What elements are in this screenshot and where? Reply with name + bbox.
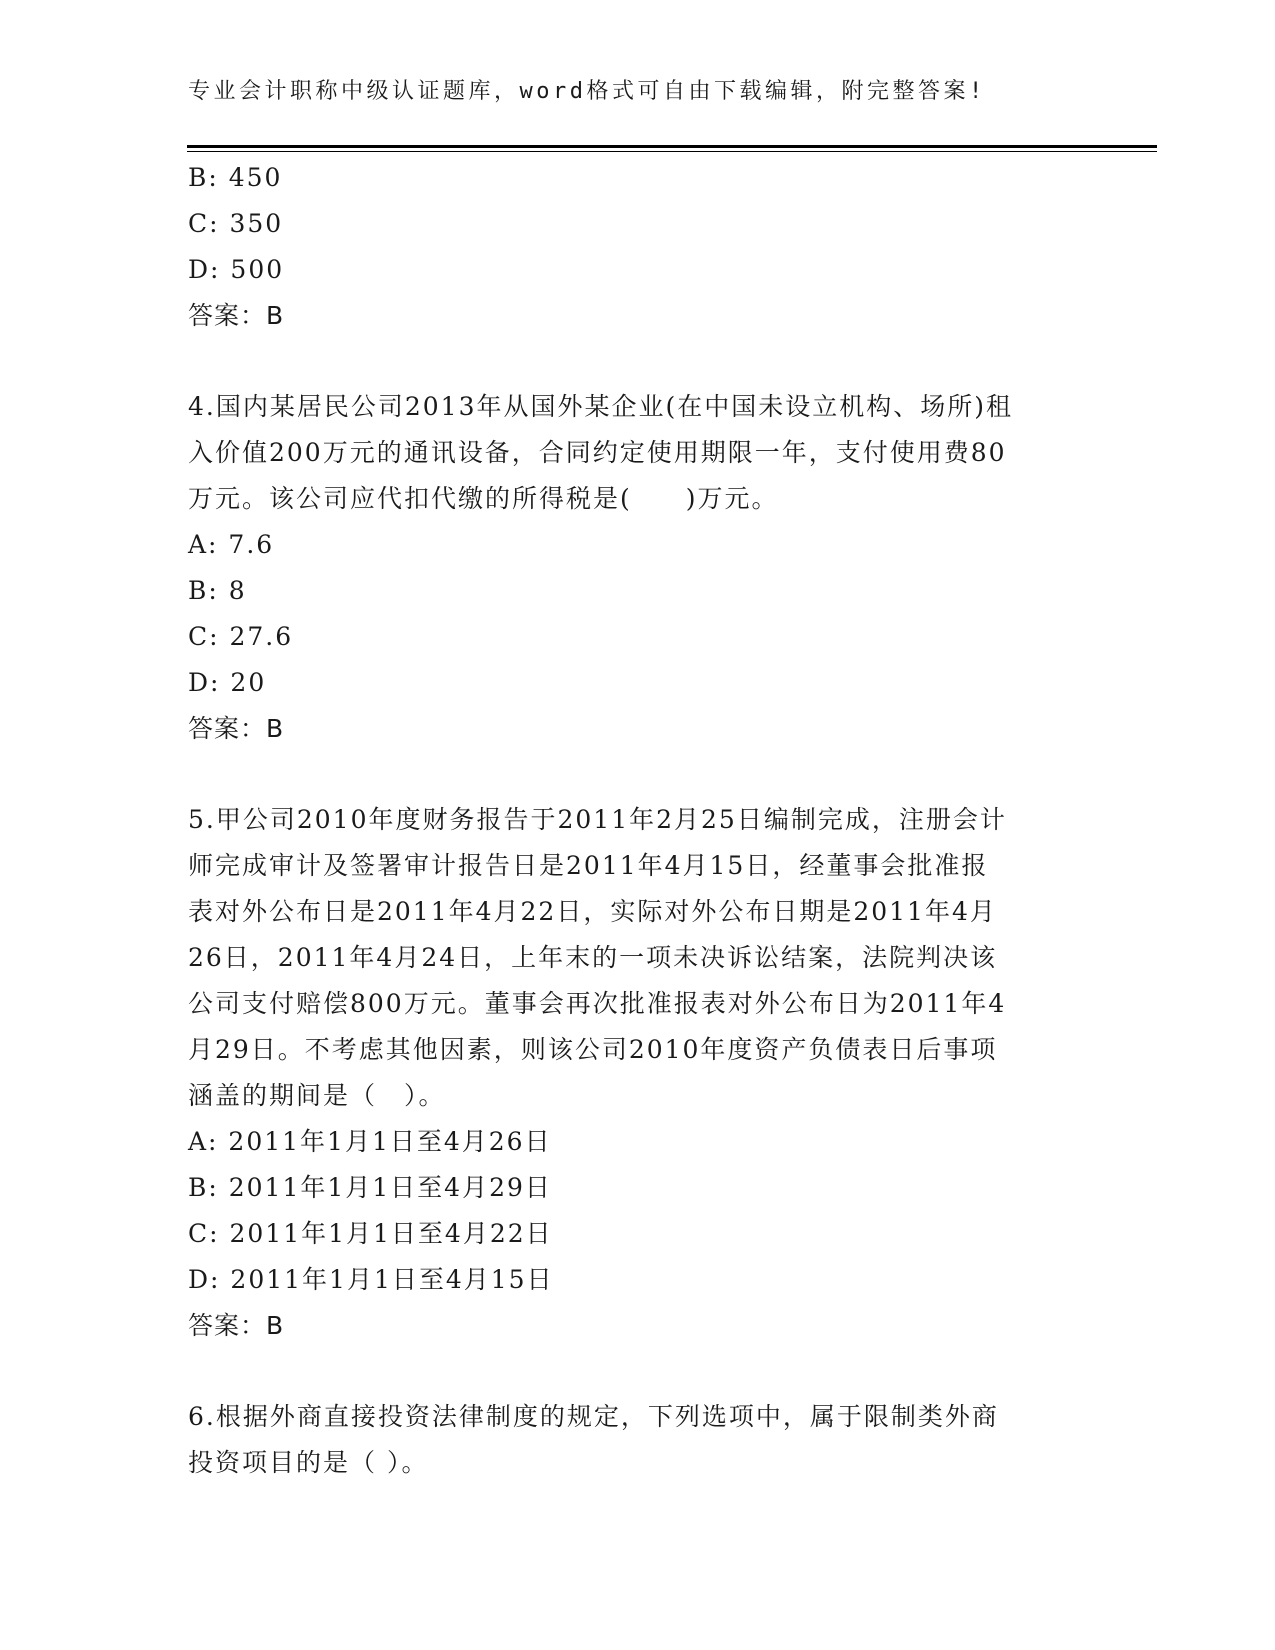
question-text-line: 涵盖的期间是（ ）。	[188, 1081, 446, 1110]
option-c: C: 350	[188, 209, 284, 238]
question-text-line: 投资项目的是（ ）。	[188, 1448, 429, 1477]
question-text-line: 公司支付赔偿800万元。董事会再次批准报表对外公布日为2011年4	[188, 989, 1007, 1018]
question-text-line: 26日，2011年4月24日，上年末的一项未决诉讼结案，法院判决该	[188, 943, 998, 972]
question-text-line: 6.根据外商直接投资法律制度的规定，下列选项中，属于限制类外商	[188, 1402, 999, 1431]
question-4	[188, 384, 1088, 752]
question-text-line: 5.甲公司2010年度财务报告于2011年2月25日编制完成，注册会计	[188, 805, 1007, 834]
option-c: C: 27.6	[188, 622, 294, 651]
question-text-line: 入价值200万元的通讯设备，合同约定使用期限一年，支付使用费80	[188, 438, 1007, 467]
header-rule-thin	[187, 151, 1157, 152]
document-body	[188, 155, 1088, 1486]
option-b: B: 450	[188, 163, 283, 192]
question-text-line: 万元。该公司应代扣代缴的所得税是( )万元。	[188, 484, 779, 513]
answer-label: 答案：B	[188, 714, 285, 743]
option-d: D: 500	[188, 255, 285, 284]
question-text-line: 月29日。不考虑其他因素，则该公司2010年度资产负债表日后事项	[188, 1035, 998, 1064]
answer-label: 答案：B	[188, 301, 285, 330]
question-3-tail	[188, 155, 1088, 339]
question-text-line: 4.国内某居民公司2013年从国外某企业(在中国未设立机构、场所)租	[188, 392, 1013, 421]
answer-label: 答案：B	[188, 1311, 285, 1340]
option-a: A: 2011年1月1日至4月26日	[188, 1127, 552, 1156]
question-text-line: 师完成审计及签署审计报告日是2011年4月15日，经董事会批准报	[188, 851, 989, 880]
page-header: 专业会计职称中级认证题库，word格式可自由下载编辑，附完整答案!	[188, 79, 986, 104]
option-b: B: 2011年1月1日至4月29日	[188, 1173, 552, 1202]
option-b: B: 8	[188, 576, 247, 605]
question-5	[188, 797, 1088, 1349]
option-a: A: 7.6	[188, 530, 275, 559]
question-6	[188, 1394, 1088, 1486]
question-text-line: 表对外公布日是2011年4月22日，实际对外公布日期是2011年4月	[188, 897, 997, 926]
option-d: D: 20	[188, 668, 267, 697]
option-d: D: 2011年1月1日至4月15日	[188, 1265, 554, 1294]
header-rule-thick	[187, 145, 1157, 148]
option-c: C: 2011年1月1日至4月22日	[188, 1219, 553, 1248]
